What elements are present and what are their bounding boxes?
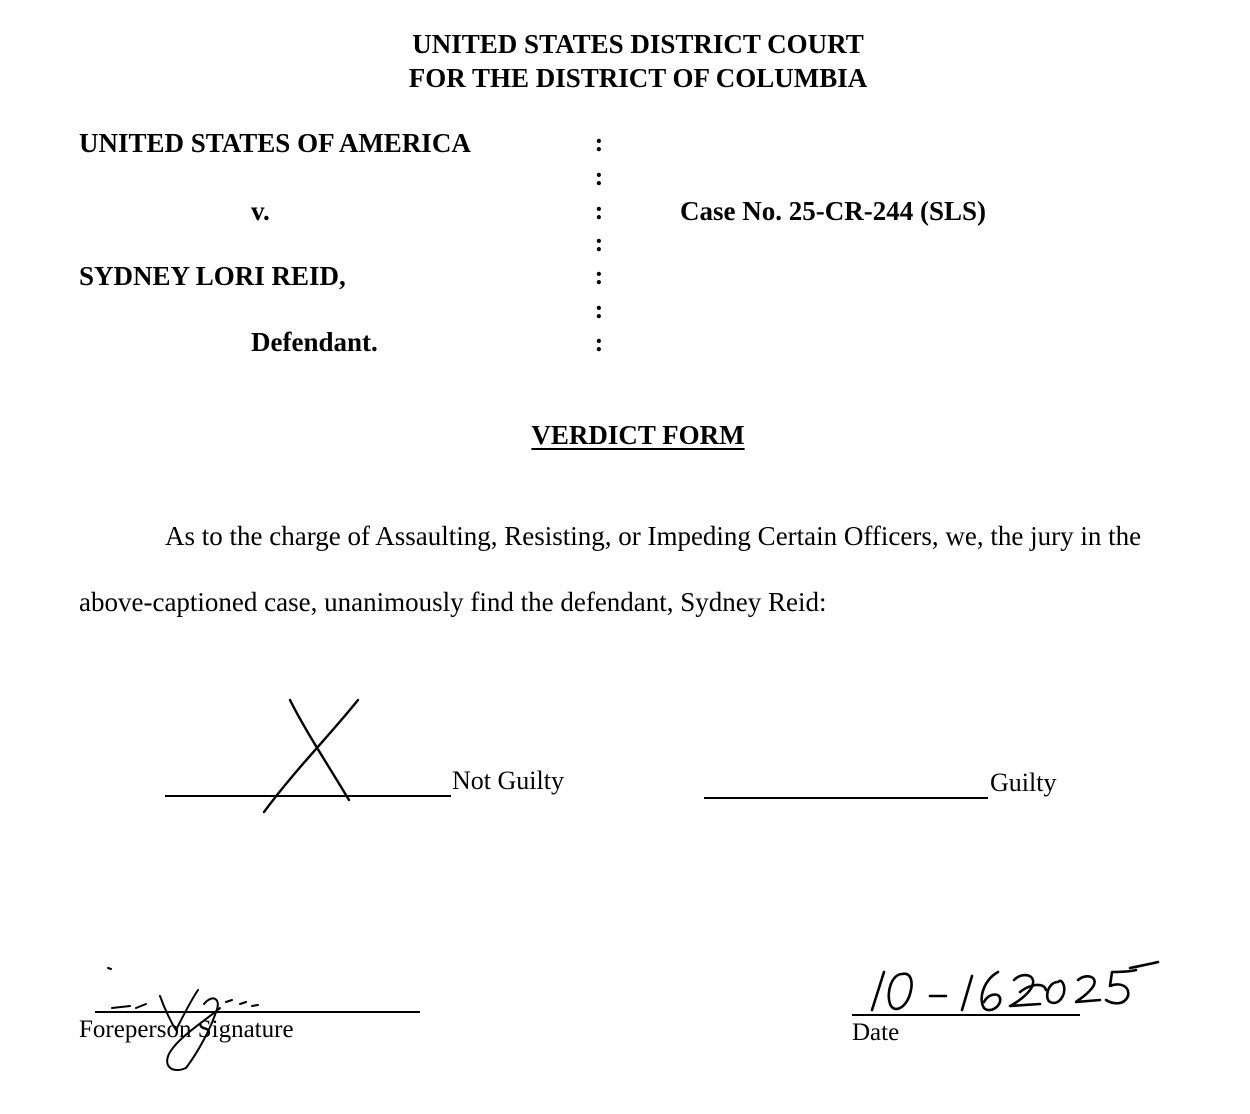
- verdict-x-mark: [264, 700, 358, 812]
- caption-separator: :: [594, 196, 604, 225]
- case-number: Case No. 25-CR-244 (SLS): [680, 196, 986, 226]
- caption-separator: :: [594, 162, 604, 191]
- court-name-line1: UNITED STATES DISTRICT COURT: [412, 29, 864, 59]
- court-name-line2: FOR THE DISTRICT OF COLUMBIA: [408, 63, 868, 93]
- charge-statement-line1: As to the charge of Assaulting, Resisting, or Impeding Certain Officers, we, the jury in the: [165, 521, 1142, 551]
- charge-statement-line2: above-captioned case, unanimously find the defendant, Sydney Reid:: [79, 587, 827, 617]
- form-title-text: VERDICT FORM: [531, 420, 745, 450]
- defendant-name: SYDNEY LORI REID,: [79, 261, 346, 291]
- caption-separator: :: [594, 261, 604, 290]
- handwritten-date: [872, 962, 1158, 1010]
- guilty-label: Guilty: [990, 768, 1057, 797]
- not-guilty-label: Not Guilty: [452, 766, 564, 795]
- caption-separator: :: [594, 328, 604, 357]
- defendant-role: Defendant.: [251, 327, 378, 357]
- caption-separator: :: [594, 228, 604, 257]
- plaintiff-name: UNITED STATES OF AMERICA: [79, 128, 471, 158]
- foreperson-signature-label: Foreperson Signature: [79, 1016, 294, 1043]
- caption-separator: :: [594, 128, 604, 157]
- foreperson-signature: [108, 968, 258, 1070]
- caption-separator: :: [594, 295, 604, 324]
- versus-label: v.: [251, 196, 270, 226]
- date-label: Date: [852, 1019, 900, 1046]
